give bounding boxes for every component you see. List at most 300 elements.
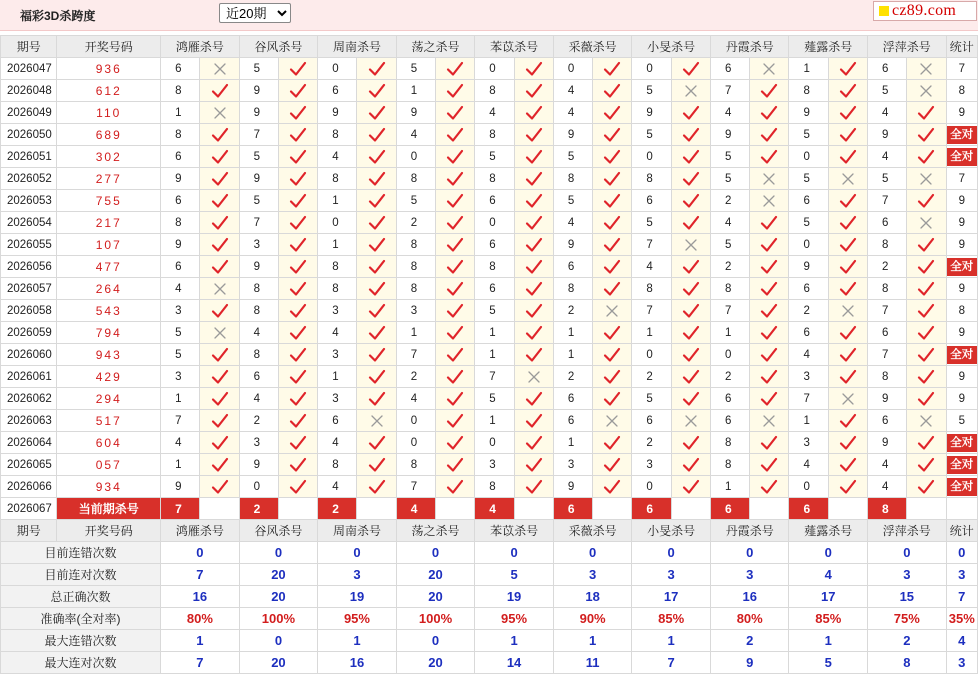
check-icon: [593, 366, 632, 388]
kill-number-cell: 8: [632, 168, 671, 190]
logo-square-icon: [879, 6, 889, 16]
check-icon: [436, 388, 475, 410]
check-icon: [357, 454, 396, 476]
check-icon: [200, 388, 239, 410]
stats-label: 目前连错次数: [1, 542, 161, 564]
cross-icon: [200, 278, 239, 300]
stats-value: 75%: [868, 608, 947, 630]
stats-value: 3: [318, 564, 397, 586]
stat-cell: [946, 344, 977, 366]
check-icon: [436, 454, 475, 476]
stat-cell: [946, 256, 977, 278]
kill-number-cell: 3: [632, 454, 671, 476]
stat-cell: 9: [946, 366, 977, 388]
check-icon: [514, 432, 553, 454]
col-header-expert: 荡之杀号: [396, 36, 475, 58]
kill-number-cell: 2: [632, 432, 671, 454]
check-icon: [514, 124, 553, 146]
period-cell: 2026066: [1, 476, 57, 498]
kill-number-cell: 1: [475, 344, 514, 366]
stats-value: 3: [632, 564, 711, 586]
kill-number-cell: 6: [632, 190, 671, 212]
stat-cell: 9: [946, 388, 977, 410]
current-kill-blank: [514, 498, 553, 520]
stats-value: 80%: [161, 608, 240, 630]
stats-value: 8: [868, 652, 947, 674]
current-kill-number: 8: [868, 498, 907, 520]
check-icon: [200, 432, 239, 454]
kill-number-cell: 4: [789, 454, 828, 476]
cross-icon: [200, 58, 239, 80]
kill-number-cell: 8: [239, 344, 278, 366]
cross-icon: [200, 102, 239, 124]
draw-number-cell: 217: [57, 212, 161, 234]
col-header-expert: 采薇杀号: [553, 520, 632, 542]
stats-total: 3: [946, 564, 977, 586]
period-cell: 2026062: [1, 388, 57, 410]
stats-value: 0: [632, 542, 711, 564]
stats-value: 0: [553, 542, 632, 564]
check-icon: [278, 168, 317, 190]
kill-number-cell: 5: [239, 58, 278, 80]
stats-value: 7: [632, 652, 711, 674]
table-row: [1, 366, 978, 388]
current-kill-blank: [907, 498, 946, 520]
stats-value: 0: [396, 542, 475, 564]
stats-value: 80%: [710, 608, 789, 630]
stats-row: [1, 586, 978, 608]
check-icon: [278, 190, 317, 212]
check-icon: [200, 234, 239, 256]
kill-number-cell: 8: [318, 278, 357, 300]
check-icon: [593, 432, 632, 454]
kill-number-cell: 1: [318, 234, 357, 256]
check-icon: [593, 322, 632, 344]
kill-number-cell: 9: [632, 102, 671, 124]
cross-icon: [907, 410, 946, 432]
cross-icon: [828, 300, 867, 322]
period-cell: 2026053: [1, 190, 57, 212]
kill-number-cell: 8: [475, 476, 514, 498]
check-icon: [907, 476, 946, 498]
stats-label: 准确率(全对率): [1, 608, 161, 630]
cross-icon: [828, 168, 867, 190]
stats-value: 11: [553, 652, 632, 674]
stats-value: 3: [868, 564, 947, 586]
check-icon: [357, 344, 396, 366]
kill-number-cell: 4: [239, 322, 278, 344]
check-icon: [593, 256, 632, 278]
check-icon: [278, 278, 317, 300]
check-icon: [200, 212, 239, 234]
kill-number-cell: 0: [789, 146, 828, 168]
check-icon: [357, 476, 396, 498]
kill-number-cell: 8: [868, 234, 907, 256]
kill-number-cell: 5: [239, 190, 278, 212]
kill-number-cell: 4: [396, 388, 435, 410]
period-cell: 2026060: [1, 344, 57, 366]
kill-number-cell: 8: [553, 278, 592, 300]
check-icon: [828, 102, 867, 124]
check-icon: [200, 410, 239, 432]
stats-value: 100%: [239, 608, 318, 630]
current-kill-number: 2: [239, 498, 278, 520]
stat-cell: 9: [946, 278, 977, 300]
draw-number-cell: 429: [57, 366, 161, 388]
check-icon: [593, 168, 632, 190]
check-icon: [828, 190, 867, 212]
table-row: [1, 256, 978, 278]
table-row: [1, 476, 978, 498]
draw-number-cell: 302: [57, 146, 161, 168]
current-kill-blank: [200, 498, 239, 520]
draw-number-cell: 936: [57, 58, 161, 80]
check-icon: [436, 190, 475, 212]
period-cell: 2026050: [1, 124, 57, 146]
kill-number-cell: 8: [318, 256, 357, 278]
cross-icon: [750, 410, 789, 432]
header-row: [1, 520, 978, 542]
check-icon: [357, 80, 396, 102]
check-icon: [907, 124, 946, 146]
period-cell: 2026051: [1, 146, 57, 168]
check-icon: [907, 190, 946, 212]
check-icon: [278, 58, 317, 80]
check-icon: [278, 476, 317, 498]
stats-value: 4: [789, 564, 868, 586]
kill-number-cell: 3: [318, 300, 357, 322]
stats-total: 35%: [946, 608, 977, 630]
check-icon: [671, 322, 710, 344]
check-icon: [828, 344, 867, 366]
stats-value: 0: [475, 542, 554, 564]
draw-number-cell: 689: [57, 124, 161, 146]
check-icon: [436, 212, 475, 234]
kill-number-cell: 0: [475, 432, 514, 454]
check-icon: [514, 454, 553, 476]
check-icon: [750, 344, 789, 366]
kill-number-cell: 7: [789, 388, 828, 410]
kill-number-cell: 5: [789, 212, 828, 234]
check-icon: [278, 80, 317, 102]
stats-value: 1: [789, 630, 868, 652]
check-icon: [200, 344, 239, 366]
kill-number-cell: 9: [868, 388, 907, 410]
check-icon: [514, 344, 553, 366]
kill-number-cell: 4: [868, 146, 907, 168]
check-icon: [200, 256, 239, 278]
kill-number-cell: 5: [239, 146, 278, 168]
stats-total: 0: [946, 542, 977, 564]
check-icon: [671, 190, 710, 212]
cross-icon: [750, 58, 789, 80]
kill-number-cell: 8: [239, 278, 278, 300]
stats-value: 17: [632, 586, 711, 608]
period-cell: 2026056: [1, 256, 57, 278]
period-cell: 2026047: [1, 58, 57, 80]
stats-value: 20: [396, 564, 475, 586]
check-icon: [514, 58, 553, 80]
current-kill-number: 7: [161, 498, 200, 520]
check-icon: [828, 146, 867, 168]
current-kill-blank: [828, 498, 867, 520]
stats-row: [1, 630, 978, 652]
check-icon: [671, 388, 710, 410]
kill-number-cell: 0: [710, 344, 749, 366]
cross-icon: [750, 168, 789, 190]
kill-number-cell: 3: [789, 366, 828, 388]
kill-number-cell: 3: [161, 300, 200, 322]
stats-value: 85%: [632, 608, 711, 630]
kill-number-cell: 0: [553, 58, 592, 80]
kill-number-cell: 5: [161, 344, 200, 366]
check-icon: [593, 278, 632, 300]
check-icon: [671, 300, 710, 322]
kill-number-cell: 4: [868, 476, 907, 498]
check-icon: [278, 300, 317, 322]
check-icon: [278, 146, 317, 168]
kill-number-cell: 4: [868, 454, 907, 476]
stats-value: 0: [710, 542, 789, 564]
check-icon: [907, 454, 946, 476]
col-header-expert: 谷风杀号: [239, 36, 318, 58]
kill-number-cell: 8: [475, 80, 514, 102]
table-row: [1, 388, 978, 410]
check-icon: [750, 366, 789, 388]
check-icon: [278, 432, 317, 454]
check-icon: [514, 322, 553, 344]
check-icon: [593, 124, 632, 146]
period-cell: 2026061: [1, 366, 57, 388]
kill-number-cell: 7: [868, 190, 907, 212]
stats-value: 2: [868, 630, 947, 652]
kill-number-cell: 5: [868, 80, 907, 102]
col-header-expert: 谷风杀号: [239, 520, 318, 542]
check-icon: [750, 278, 789, 300]
check-icon: [200, 366, 239, 388]
kill-number-cell: 1: [318, 366, 357, 388]
cross-icon: [593, 410, 632, 432]
check-icon: [436, 344, 475, 366]
kill-number-cell: 8: [475, 124, 514, 146]
check-icon: [593, 388, 632, 410]
stat-cell: 5: [946, 410, 977, 432]
draw-number-cell: 543: [57, 300, 161, 322]
kill-number-cell: 1: [161, 454, 200, 476]
kill-number-cell: 2: [396, 212, 435, 234]
kill-number-cell: 0: [632, 58, 671, 80]
kill-number-cell: 7: [632, 234, 671, 256]
check-icon: [671, 476, 710, 498]
draw-number-cell: 612: [57, 80, 161, 102]
check-icon: [514, 410, 553, 432]
current-stat-blank: [946, 498, 977, 520]
cross-icon: [750, 190, 789, 212]
check-icon: [593, 80, 632, 102]
kill-number-cell: 2: [396, 366, 435, 388]
kill-number-cell: 1: [161, 388, 200, 410]
stats-value: 0: [239, 630, 318, 652]
period-range-select[interactable]: [219, 3, 291, 23]
stats-value: 3: [710, 564, 789, 586]
check-icon: [671, 146, 710, 168]
all-correct-badge: 全对: [947, 126, 977, 144]
check-icon: [671, 344, 710, 366]
kill-number-cell: 9: [161, 234, 200, 256]
kill-number-cell: 0: [396, 146, 435, 168]
stats-value: 1: [632, 630, 711, 652]
check-icon: [593, 146, 632, 168]
kill-number-cell: 9: [239, 168, 278, 190]
all-correct-badge: 全对: [947, 258, 977, 276]
cross-icon: [907, 168, 946, 190]
kill-number-cell: 1: [475, 410, 514, 432]
kill-number-cell: 5: [632, 124, 671, 146]
check-icon: [907, 146, 946, 168]
table-row: [1, 344, 978, 366]
kill-number-cell: 1: [710, 476, 749, 498]
kill-number-cell: 8: [161, 124, 200, 146]
stats-value: 19: [475, 586, 554, 608]
kill-number-cell: 4: [239, 388, 278, 410]
kill-number-cell: 1: [396, 80, 435, 102]
kill-number-cell: 4: [161, 432, 200, 454]
check-icon: [514, 80, 553, 102]
stats-label: 最大连错次数: [1, 630, 161, 652]
check-icon: [750, 80, 789, 102]
check-icon: [907, 322, 946, 344]
check-icon: [357, 388, 396, 410]
stat-cell: 8: [946, 80, 977, 102]
kill-number-cell: 7: [868, 300, 907, 322]
stats-row: [1, 652, 978, 674]
kill-number-cell: 9: [553, 234, 592, 256]
check-icon: [357, 102, 396, 124]
stat-cell: 9: [946, 102, 977, 124]
kill-number-cell: 4: [475, 102, 514, 124]
kill-number-cell: 5: [632, 212, 671, 234]
check-icon: [828, 124, 867, 146]
current-kill-blank: [278, 498, 317, 520]
stats-value: 100%: [396, 608, 475, 630]
kill-number-cell: 4: [318, 146, 357, 168]
draw-number-cell: 794: [57, 322, 161, 344]
kill-number-cell: 4: [710, 102, 749, 124]
check-icon: [671, 124, 710, 146]
check-icon: [200, 146, 239, 168]
kill-number-cell: 6: [161, 190, 200, 212]
kill-number-cell: 8: [396, 278, 435, 300]
check-icon: [828, 256, 867, 278]
kill-number-cell: 6: [868, 410, 907, 432]
check-icon: [671, 168, 710, 190]
kill-number-cell: 0: [632, 146, 671, 168]
all-correct-badge: 全对: [947, 148, 977, 166]
check-icon: [828, 432, 867, 454]
col-header-expert: 丹霞杀号: [710, 520, 789, 542]
stats-total: 4: [946, 630, 977, 652]
kill-number-cell: 3: [396, 300, 435, 322]
kill-number-cell: 5: [868, 168, 907, 190]
col-header-expert: 苯苡杀号: [475, 520, 554, 542]
check-icon: [357, 300, 396, 322]
col-header-expert: 周南杀号: [318, 36, 397, 58]
kill-number-cell: 0: [396, 432, 435, 454]
kill-number-cell: 3: [475, 454, 514, 476]
check-icon: [514, 476, 553, 498]
kill-number-cell: 4: [161, 278, 200, 300]
check-icon: [750, 256, 789, 278]
check-icon: [671, 454, 710, 476]
check-icon: [436, 146, 475, 168]
kill-number-cell: 7: [475, 366, 514, 388]
kill-number-cell: 8: [396, 168, 435, 190]
check-icon: [514, 168, 553, 190]
check-icon: [357, 366, 396, 388]
current-kill-number: 2: [318, 498, 357, 520]
stats-value: 0: [789, 542, 868, 564]
stats-label: 总正确次数: [1, 586, 161, 608]
current-kill-number: 4: [475, 498, 514, 520]
check-icon: [828, 212, 867, 234]
kill-number-cell: 9: [868, 124, 907, 146]
stats-value: 5: [475, 564, 554, 586]
check-icon: [357, 256, 396, 278]
check-icon: [436, 432, 475, 454]
period-cell: 2026057: [1, 278, 57, 300]
stats-value: 20: [396, 586, 475, 608]
kill-number-cell: 5: [632, 388, 671, 410]
check-icon: [671, 366, 710, 388]
current-kill-blank: [593, 498, 632, 520]
kill-number-cell: 5: [710, 146, 749, 168]
stats-value: 5: [789, 652, 868, 674]
kill-number-cell: 8: [161, 212, 200, 234]
kill-number-cell: 8: [318, 168, 357, 190]
stats-value: 20: [396, 652, 475, 674]
period-cell: 2026048: [1, 80, 57, 102]
header-row: [1, 36, 978, 58]
kill-number-cell: 6: [789, 322, 828, 344]
check-icon: [593, 190, 632, 212]
kill-number-cell: 1: [710, 322, 749, 344]
period-cell: 2026065: [1, 454, 57, 476]
stats-value: 0: [239, 542, 318, 564]
kill-number-cell: 5: [553, 146, 592, 168]
check-icon: [514, 146, 553, 168]
site-logo[interactable]: [873, 1, 977, 21]
stats-value: 0: [318, 542, 397, 564]
kill-number-cell: 8: [710, 432, 749, 454]
kill-number-cell: 1: [553, 344, 592, 366]
check-icon: [278, 234, 317, 256]
current-kill-blank: [750, 498, 789, 520]
check-icon: [436, 80, 475, 102]
period-cell: 2026054: [1, 212, 57, 234]
draw-number-cell: 604: [57, 432, 161, 454]
check-icon: [828, 278, 867, 300]
check-icon: [200, 300, 239, 322]
current-kill-number: 4: [396, 498, 435, 520]
table-row: [1, 190, 978, 212]
table-row: [1, 124, 978, 146]
check-icon: [278, 212, 317, 234]
kill-number-cell: 5: [396, 190, 435, 212]
stat-cell: [946, 476, 977, 498]
table-row: [1, 80, 978, 102]
kill-number-cell: 2: [710, 190, 749, 212]
kill-number-cell: 5: [789, 124, 828, 146]
